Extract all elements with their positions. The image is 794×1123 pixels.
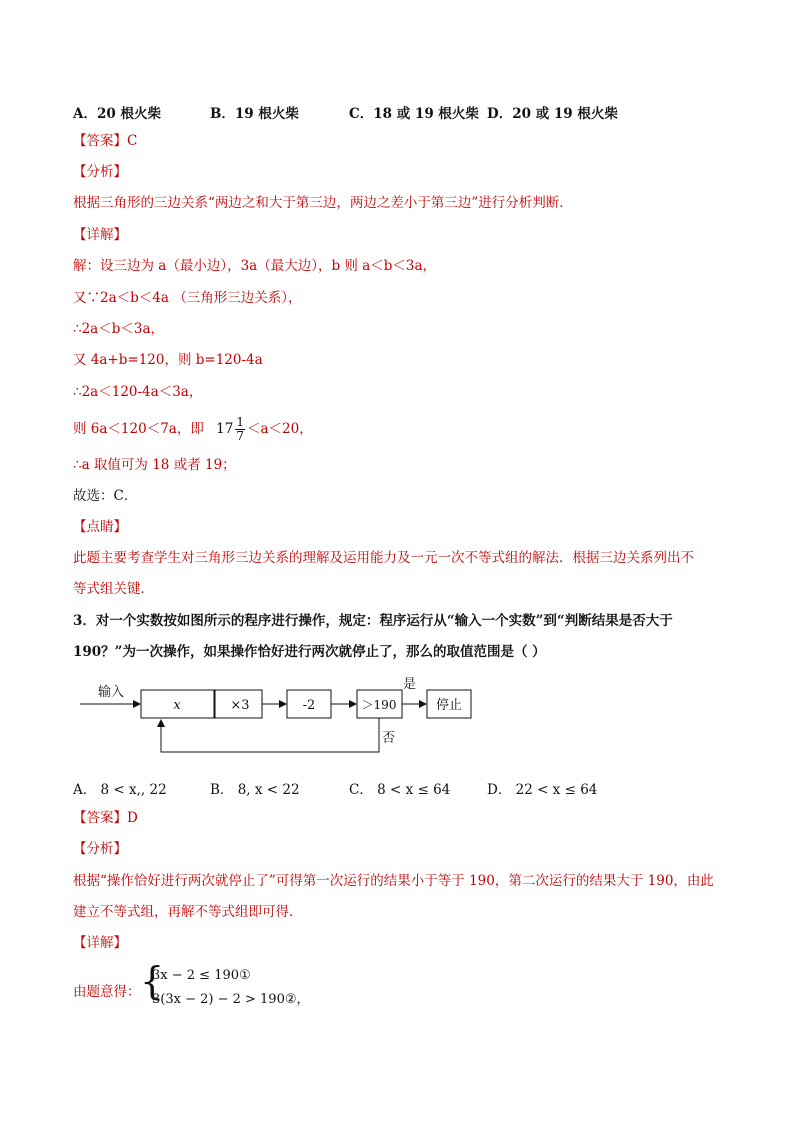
q2-detail-line-6 [73, 416, 313, 443]
answer-value: D [127, 810, 138, 826]
q3-equation-tail: ， [296, 992, 310, 1007]
flow-box-x-label: x [173, 698, 181, 713]
q2-detail-line-8: 故选：C． [73, 488, 138, 504]
flow-box-gt190-label: ＞190 [361, 698, 397, 712]
q2-detail-line-5: ∴2a＜120-4a＜3a， [73, 384, 203, 400]
flow-input-label: 输入 [98, 685, 125, 700]
q2-analysis-text: 根据三角形的三边关系“两边之和大于第三边，两边之差小于第三边”进行分析判断． [73, 195, 573, 211]
mixed-number-whole: 17 [216, 421, 234, 437]
q3-analysis-line-2: 建立不等式组，再解不等式组即可得． [73, 904, 303, 920]
flow-box-stop-label: 停止 [435, 698, 463, 713]
d6-pre: 则 6a＜120＜7a，即 [73, 421, 204, 437]
q2-answer [73, 131, 137, 151]
fraction-numerator: 1 [236, 415, 244, 429]
q3-detail-pre: 由题意得： [73, 984, 141, 1000]
flow-loop-back [161, 718, 379, 752]
q2-point-line-2: 等式组关键． [73, 581, 154, 597]
q3-detail-tag: 【详解】 [73, 935, 127, 951]
q3-equation-1: 3x − 2 ≤ 190① [152, 968, 251, 983]
q2-detail-line-7: ∴a 取值可为 18 或者 19； [73, 457, 236, 473]
system-brace: { [140, 959, 165, 1003]
q3-option-b: B． 8, x < 22 [210, 782, 300, 798]
q3-stem-line-2: 190？”为一次操作，如果操作恰好进行两次就停止了，那么的取值范围是（ ） [73, 644, 546, 660]
flow-box-times3-label: ×3 [230, 698, 250, 713]
q2-option-b: B．19 根火柴 [210, 106, 299, 122]
answer-value: C [127, 133, 138, 149]
q2-option-d: D．20 或 19 根火柴 [487, 106, 618, 122]
q2-option-a: A．20 根火柴 [73, 106, 161, 122]
q3-answer [73, 808, 138, 828]
fraction-denominator: 7 [236, 429, 244, 443]
q2-detail-line-4: 又 4a+b=120，则 b=120-4a [73, 352, 263, 368]
q3-stem-line-1: 3．对一个实数按如图所示的程序进行操作，规定：程序运行从“输入一个实数”到“判断结果是否大于 [73, 613, 673, 629]
flow-box-minus2-label: -2 [302, 698, 316, 713]
q2-option-c: C．18 或 19 根火柴 [349, 106, 479, 122]
flow-no-label: 否 [382, 731, 396, 746]
q3-option-a: A． 8 < x,, 22 [73, 782, 167, 798]
q3-flowchart [0, 672, 794, 782]
fraction [235, 416, 245, 443]
q3-analysis-line-1: 根据“操作恰好进行两次就停止了”可得第一次运行的结果小于等于 190，第二次运行的结果大于 190，由此 [73, 873, 714, 889]
q2-detail-line-3: ∴2a＜b＜3a， [73, 321, 165, 337]
q2-point-line-1: 此题主要考查学生对三角形三边关系的理解及运用能力及一元一次不等式组的解法．根据三边关系列出不 [73, 550, 694, 566]
q2-analysis-tag: 【分析】 [73, 164, 127, 180]
answer-tag: 【答案】 [73, 810, 127, 826]
q2-detail-line-1: 解：设三边为 a（最小边），3a（最大边），b 则 a＜b＜3a， [73, 258, 437, 274]
q3-equation-2 [152, 990, 310, 1010]
q2-detail-line-2: 又∵2a＜b＜4a （三角形三边关系）， [73, 290, 302, 306]
q3-analysis-tag: 【分析】 [73, 841, 127, 857]
answer-tag: 【答案】 [73, 133, 127, 149]
q2-detail-tag: 【详解】 [73, 227, 127, 243]
q3-option-d: D． 22 < x ≤ 64 [487, 782, 598, 798]
q3-option-c: C． 8 < x ≤ 64 [349, 782, 451, 798]
q2-point-tag: 【点睛】 [73, 519, 127, 535]
q3-equation-2-text: 3(3x − 2) − 2 > 190② [152, 992, 297, 1007]
d6-post: ＜a＜20， [246, 421, 313, 437]
flow-yes-label: 是 [403, 677, 417, 692]
